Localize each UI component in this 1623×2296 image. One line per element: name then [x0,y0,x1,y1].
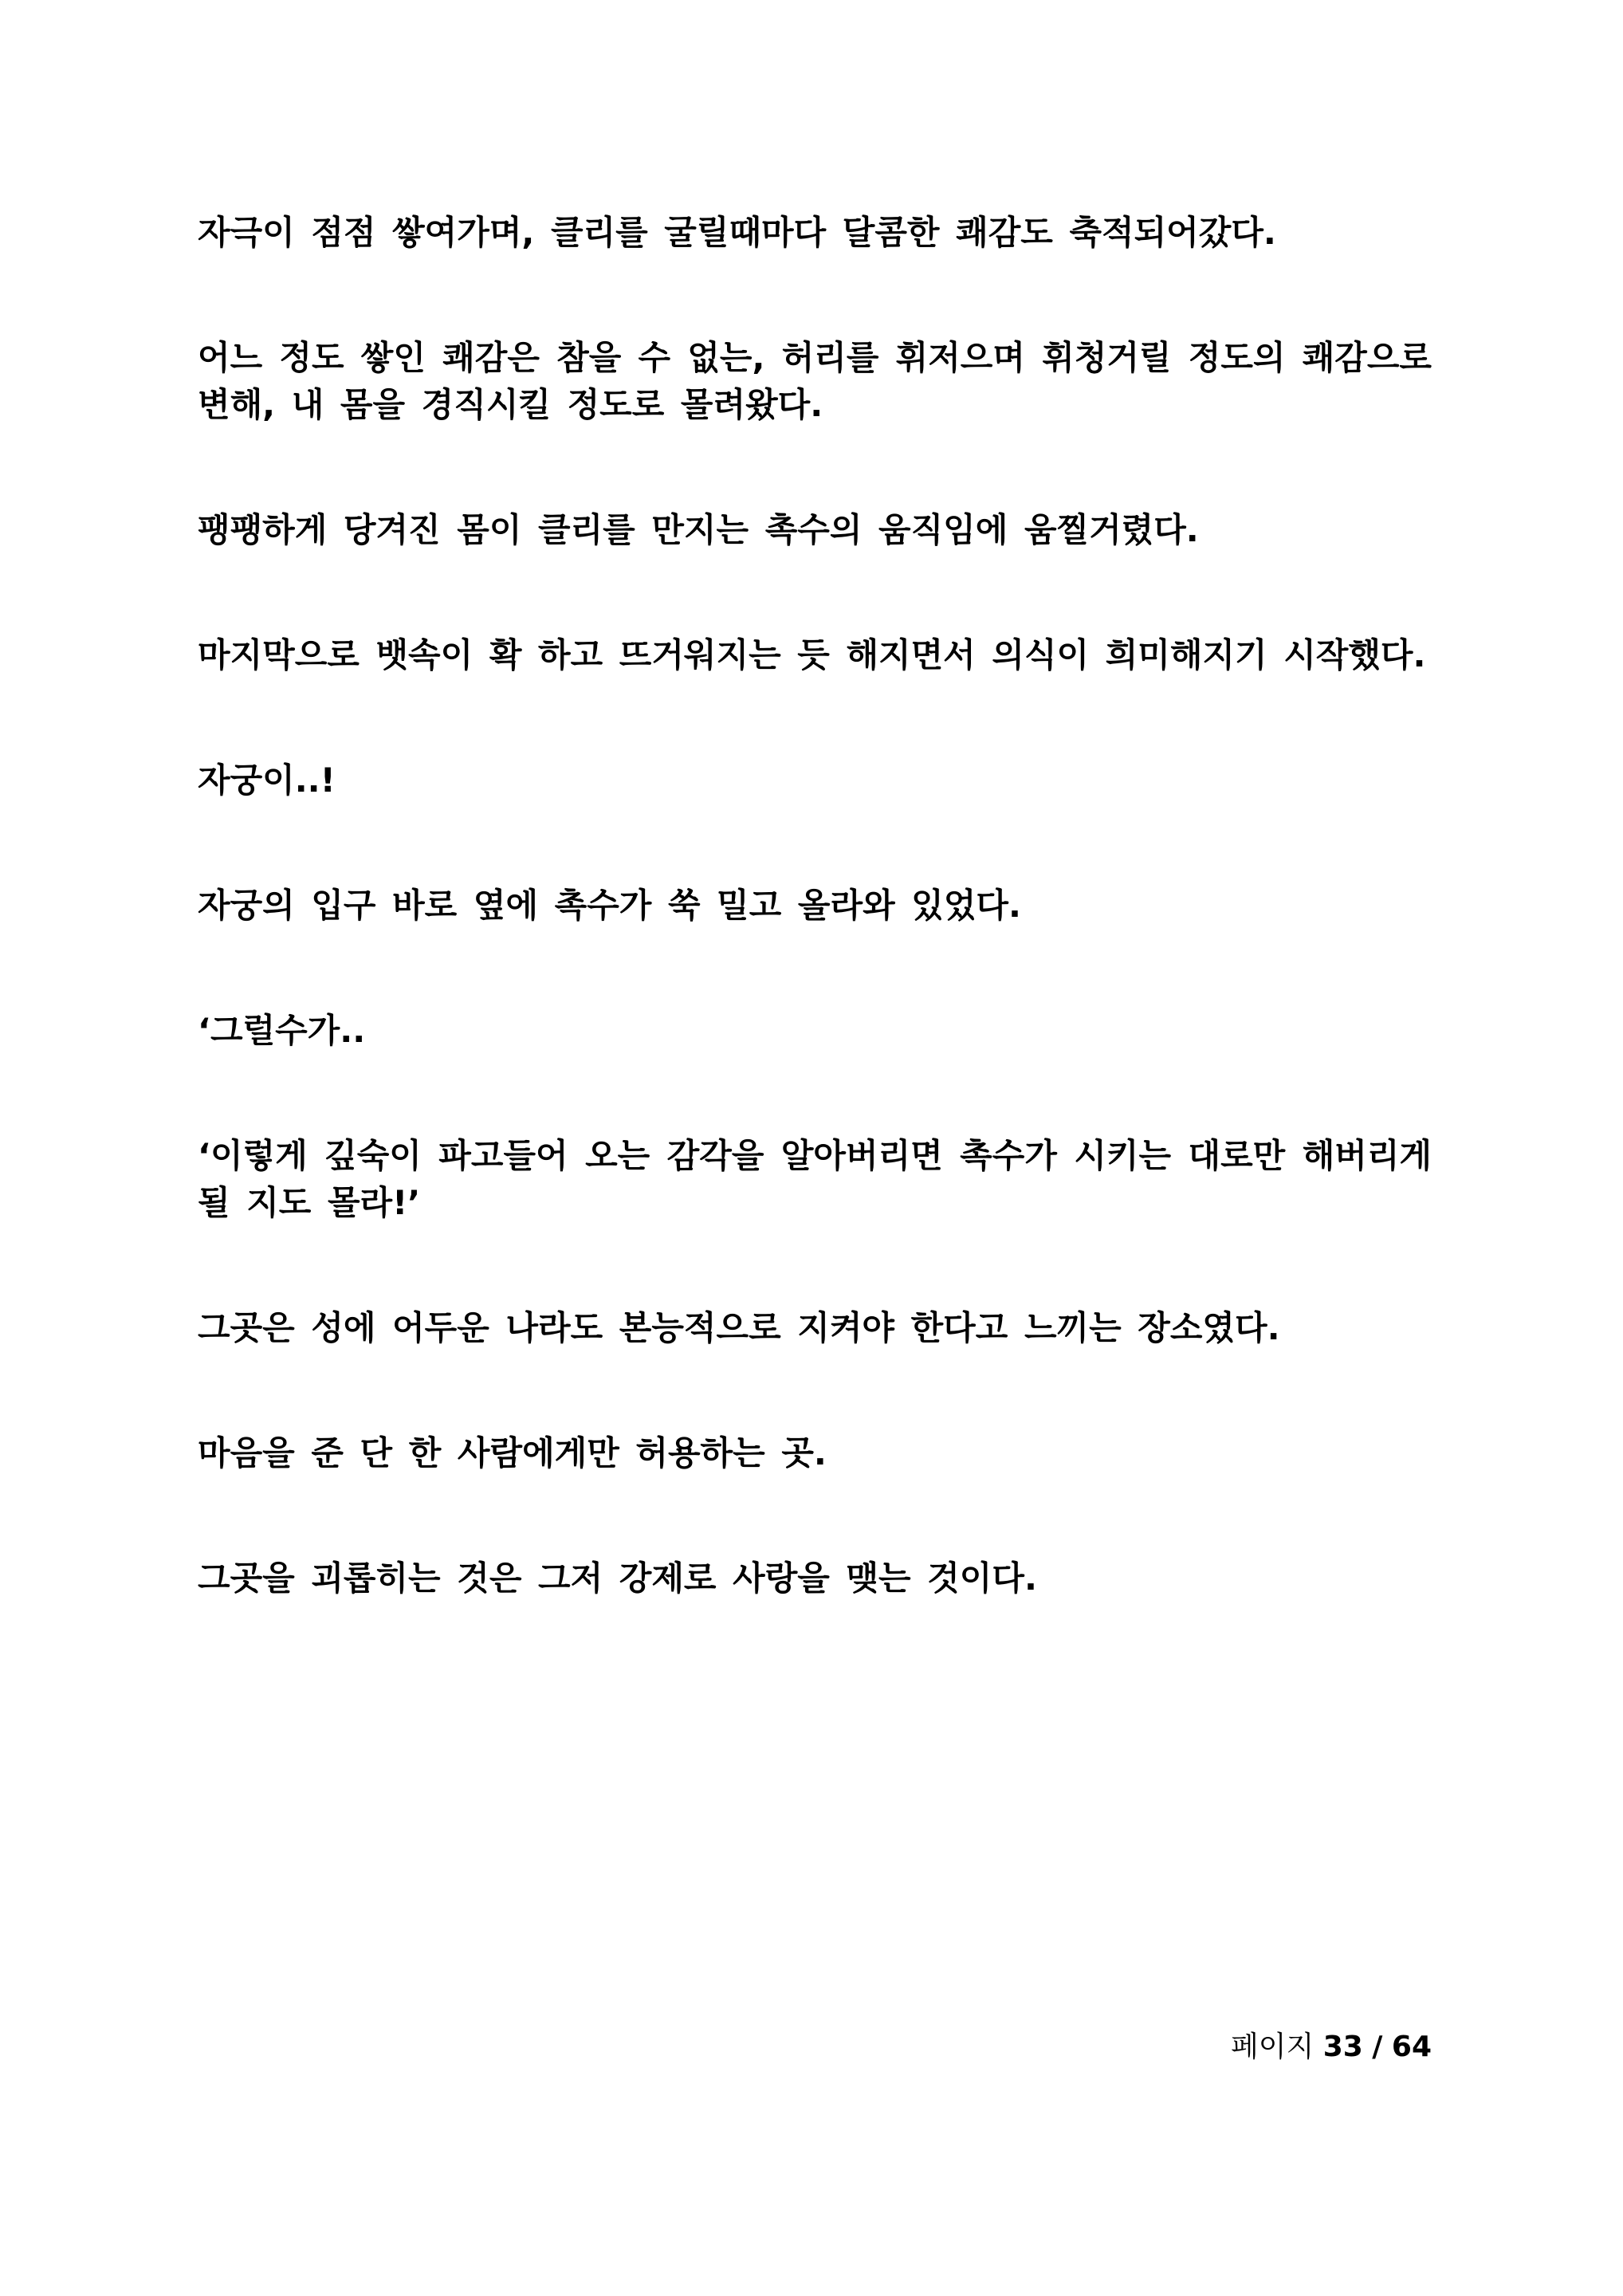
paragraph: 그곳을 괴롭히는 것은 그저 강제로 사랑을 맺는 것이다. [198,1559,1037,1598]
paragraph: ‘그럴수가.. [198,1011,366,1050]
page-number [1231,2028,1432,2066]
paragraph: 자극이 점점 쌓여가며, 클리를 굴릴때마다 달콤한 쾌감도 축적되어갔다. [198,213,1276,252]
current-page: 33 [1322,2031,1363,2063]
page-separator: / [1372,2031,1383,2063]
body-text [198,209,1432,1680]
paragraph: 자궁의 입구 바로 옆에 촉수가 쑥 밀고 올라와 있었다. [198,886,1021,925]
paragraph: 마음을 준 단 한 사람에게만 허용하는 곳. [198,1433,827,1472]
paragraph: ‘이렇게 깊숙이 파고들어 오는 감각을 알아버리면 촉수가 시키는 대로만 해버리게 될 지도 몰라!’ [198,1136,1432,1222]
paragraph: 마지막으로 뱃속이 확 하고 뜨거워지는 듯 해지면서 의식이 희미해지기 시작했다. [198,635,1426,674]
paragraph: 어느 정도 쌓인 쾌감은 참을 수 없는, 허리를 휘저으며 휘청거릴 정도의 쾌감으로 변해, 내 몸을 경직시킬 정도로 몰려왔다. [198,338,1432,424]
paragraph: 팽팽하게 당겨진 몸이 클리를 만지는 촉수의 움직임에 움찔거렸다. [198,510,1199,549]
paragraph: 자궁이..! [198,761,336,800]
paragraph: 그곳은 성에 어두운 나라도 본능적으로 지켜야 한다고 느끼는 장소였다. [198,1308,1280,1347]
page-label: 페이지 [1230,2031,1315,2063]
total-pages: 64 [1391,2031,1432,2063]
